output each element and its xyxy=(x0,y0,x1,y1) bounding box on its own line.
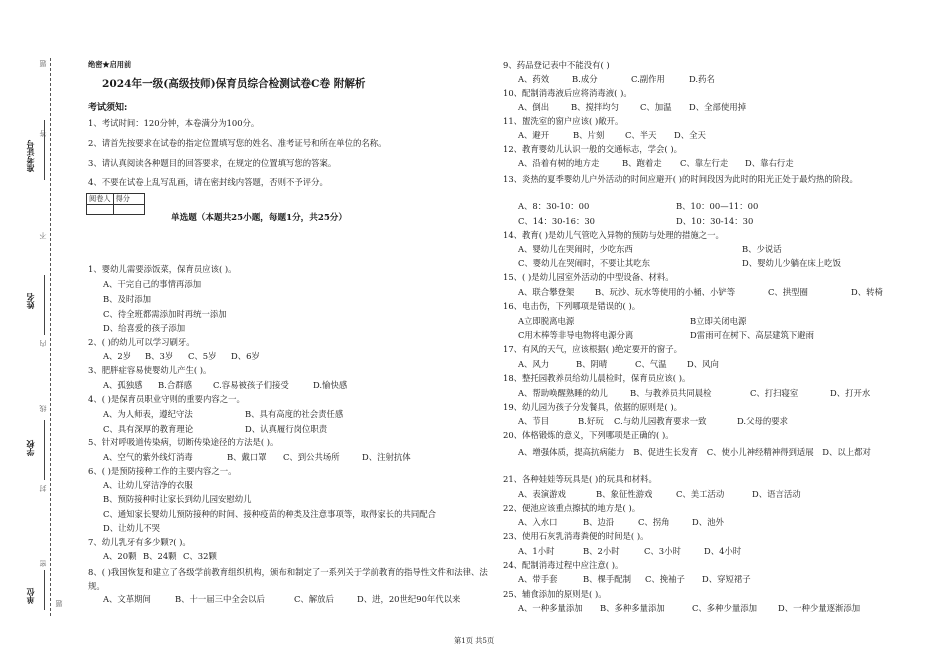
option[interactable]: A、表演游戏 xyxy=(518,489,566,499)
option[interactable]: B、象征性游戏 xyxy=(596,489,653,499)
question-stem: 21、各种娃娃等玩具是( )的玩具和材料。 xyxy=(503,474,657,484)
question-stem: 19、幼儿园为孩子分发餐具，依据的原则是( )。 xyxy=(503,402,682,412)
option[interactable]: B、片刻 xyxy=(573,130,605,140)
option[interactable]: D雷雨可在树下、高层建筑下避雨 xyxy=(690,330,814,340)
option[interactable]: B、阴晴 xyxy=(576,359,608,369)
question-stem: 12、教育婴幼儿认识一般的交通标志，学会( )。 xyxy=(503,144,682,154)
option[interactable]: B、10：00—11：00 xyxy=(676,201,759,211)
question-stem: 2、( )的幼儿可以学习刷牙。 xyxy=(88,337,195,347)
option[interactable]: C、多种少量添加 xyxy=(692,603,758,613)
question-stem: 15、( )是幼儿园室外活动的中型设备、材料。 xyxy=(503,272,674,282)
question-stem: 24、配制消毒过程中应注意( )。 xyxy=(503,560,624,570)
option[interactable]: B、棵手配制 xyxy=(583,574,632,584)
question-stem: 18、整托园教养员给幼儿晨检时，保育员应该( )。 xyxy=(503,373,691,383)
option[interactable]: C.副作用 xyxy=(631,74,665,84)
option[interactable]: B.成分 xyxy=(572,74,598,84)
option[interactable]: B、十一届三中全会以后 xyxy=(175,594,265,604)
question-stem: 6、( )是预防接种工作的主要内容之一。 xyxy=(88,466,237,476)
option[interactable]: A、1小时 xyxy=(518,546,555,556)
option[interactable]: C、靠左行走 xyxy=(680,158,729,168)
option[interactable]: B立即关闭电源 xyxy=(690,316,747,326)
option[interactable]: A、避开 xyxy=(518,130,550,140)
option[interactable]: C、通知家长婴幼儿预防接种的时间、接种疫苗的种类及注意事项等，取得家长的共同配合 xyxy=(103,509,437,519)
notice-heading: 考试须知: xyxy=(88,103,128,113)
name-line[interactable] xyxy=(44,275,45,335)
option[interactable]: D、池外 xyxy=(692,517,724,527)
option[interactable]: C、待全班都需添加时再统一添加 xyxy=(103,309,227,319)
option[interactable]: C、到公共场所 xyxy=(283,452,340,462)
option[interactable]: C、气温 xyxy=(635,359,667,369)
reviewer-header: 阅卷人 xyxy=(87,194,114,205)
page-number: 第1页 共5页 xyxy=(454,636,495,645)
score-header: 得分 xyxy=(113,194,144,205)
option[interactable]: B、促进生长发育 xyxy=(633,447,699,457)
label-unit: 单位 xyxy=(25,588,35,604)
notice-item: 1、考试时间：120分钟，本卷满分为100分。 xyxy=(88,118,260,128)
option[interactable]: B、3岁 xyxy=(145,351,174,361)
option[interactable]: A、风力 xyxy=(518,359,550,369)
option[interactable]: B、24颗 xyxy=(143,551,177,561)
option[interactable]: B、少说话 xyxy=(742,244,782,254)
question-stem: 4、( )是保育员职业守则的重要内容之一。 xyxy=(88,394,245,404)
option[interactable]: C.容易被孩子们接受 xyxy=(213,380,289,390)
notice-item: 3、请认真阅读各种题目的回答要求，在规定的位置填写您的答案。 xyxy=(88,158,337,168)
option[interactable]: A、药效 xyxy=(518,74,550,84)
option[interactable]: D、6岁 xyxy=(231,351,260,361)
question-stem: 16、电击伤，下列哪项是错误的( )。 xyxy=(503,301,641,311)
option[interactable]: C、半天 xyxy=(625,130,657,140)
option[interactable]: A、带手套 xyxy=(518,574,558,584)
option[interactable]: C、具有深厚的教育理论 xyxy=(103,424,194,434)
option[interactable]: C、拐角 xyxy=(638,517,670,527)
school-line[interactable] xyxy=(44,420,45,480)
option[interactable]: B、具有高度的社会责任感 xyxy=(245,409,344,419)
question-stem: 1、婴幼儿需要添饭菜，保育员应该( )。 xyxy=(88,264,237,274)
option[interactable]: D、语言活动 xyxy=(752,489,801,499)
secret-label: 绝密★启用前 xyxy=(88,60,132,69)
option-group xyxy=(518,445,896,459)
question-stem: 7、幼儿乳牙有多少颗?( )。 xyxy=(88,537,191,547)
question-stem: 8、( )我国恢复和建立了各级学前教育组织机构，颁布和制定了一系列关于学前教育的指导性文件和法律、法规。 xyxy=(88,567,488,591)
option[interactable]: C、解放后 xyxy=(294,594,334,604)
option[interactable]: D、认真履行岗位职责 xyxy=(245,424,328,434)
option[interactable]: B、多种多量添加 xyxy=(600,603,665,613)
question-stem: 23、使用石灰乳消毒粪便的时间是( )。 xyxy=(503,531,649,541)
option[interactable]: A、增强体质，提高抗病能力 xyxy=(518,447,625,457)
option[interactable]: A、干完自己的事情再添加 xyxy=(103,279,202,289)
option[interactable]: D、注射抗体 xyxy=(362,452,411,462)
option[interactable]: D、4小时 xyxy=(704,546,742,556)
option[interactable]: D、靠右行走 xyxy=(745,158,794,168)
option[interactable]: D、让幼儿不哭 xyxy=(103,523,160,533)
question-stem: 11、盥洗室的窗户应该( )敞开。 xyxy=(503,116,624,126)
option[interactable]: A、沿着有树的地方走 xyxy=(518,158,600,168)
option[interactable]: A、联合攀登架 xyxy=(518,287,575,297)
binding-mark: 题 xyxy=(55,600,63,607)
question-stem: 25、辅食添加的原则是( )。 xyxy=(503,589,607,599)
option[interactable]: C、打扫寝室 xyxy=(750,388,799,398)
question-stem: 5、针对呼吸道传染病，切断传染途径的方法是( )。 xyxy=(88,437,279,447)
option[interactable]: C、美工活动 xyxy=(676,489,725,499)
option[interactable]: B、跑着走 xyxy=(622,158,662,168)
option[interactable]: C、拱型圈 xyxy=(768,287,808,297)
question-stem: 13、炎热的夏季婴幼儿户外活动的时间应避开( )的时间段因为此时的阳光正处于最灼热的阶段。 xyxy=(503,174,858,184)
option[interactable]: D、进，20世纪90年代以来 xyxy=(357,594,461,604)
binding-mark: 线 xyxy=(39,405,47,412)
question-stem: 10、配制消毒液后应将消毒液( )。 xyxy=(503,88,632,98)
option[interactable]: B、搅拌均匀 xyxy=(571,102,620,112)
option[interactable]: D、风向 xyxy=(687,359,719,369)
option[interactable]: D.愉快感 xyxy=(313,380,348,390)
option[interactable]: D、穿短裙子 xyxy=(702,574,751,584)
notice-item: 4、不要在试卷上乱写乱画，请在密封线内答题，否则不予评分。 xyxy=(88,177,328,187)
option[interactable]: B、预防接种时让家长到幼儿园安慰幼儿 xyxy=(103,494,252,504)
binding-line xyxy=(50,58,51,616)
option[interactable]: A、倒出 xyxy=(518,102,550,112)
option[interactable]: B.好玩 xyxy=(578,416,604,426)
option[interactable]: A、20颗 xyxy=(103,551,137,561)
option[interactable]: D、以上都对 xyxy=(822,447,871,457)
option[interactable]: C、32颗 xyxy=(183,551,217,561)
option[interactable]: D、转椅 xyxy=(851,287,883,297)
option[interactable]: B、及时添加 xyxy=(103,294,152,304)
binding-mark: 题 xyxy=(39,60,47,67)
option[interactable]: A、让幼儿穿洁净的衣服 xyxy=(103,480,193,490)
option[interactable]: C用木棒等非导电物将电源分离 xyxy=(518,330,634,340)
unit-line[interactable] xyxy=(44,570,45,610)
option[interactable]: C、使小儿神经精神得到适展 xyxy=(706,447,814,457)
option[interactable]: A、8：30-10：00 xyxy=(518,201,590,211)
option[interactable]: C、加温 xyxy=(640,102,672,112)
question-stem: 14、教育( )是幼儿气管吃入异物的预防与处理的措施之一。 xyxy=(503,230,724,240)
option[interactable]: A、帮助唤醒熟睡的幼儿 xyxy=(518,388,608,398)
option[interactable]: B、2小时 xyxy=(583,546,620,556)
option[interactable]: D、打开水 xyxy=(830,388,871,398)
score-table xyxy=(86,193,145,215)
option[interactable]: B.合群感 xyxy=(158,380,192,390)
option[interactable]: C、3小时 xyxy=(644,546,681,556)
notice-item: 2、请首先按要求在试卷的指定位置填写您的姓名、准考证号和所在单位的名称。 xyxy=(88,138,387,148)
question-stem: 22、便池应该重点擦拭的地方是( )。 xyxy=(503,503,641,513)
question-stem: 3、肥胖症容易使婴幼儿产生( )。 xyxy=(88,365,212,375)
reviewer-cell[interactable] xyxy=(87,205,114,215)
binding-mark: 答 xyxy=(39,130,47,137)
option[interactable]: C、5岁 xyxy=(188,351,217,361)
option[interactable]: D.父母的要求 xyxy=(737,416,788,426)
option[interactable]: D、全部使用掉 xyxy=(689,102,746,112)
page-title: 2024年一级(高级技师)保育员综合检测试卷C卷 附解析 xyxy=(102,78,366,90)
binding-mark: 内 xyxy=(39,340,47,347)
option[interactable]: A、婴幼儿在哭闹时，少吃东西 xyxy=(518,244,633,254)
option[interactable]: B、戴口罩 xyxy=(227,452,267,462)
option[interactable]: C、14：30-16：30 xyxy=(518,216,595,226)
binding-mark: 密 xyxy=(39,560,47,567)
option[interactable]: D、全天 xyxy=(674,130,706,140)
section-title: 单选题（本题共25小题，每题1分，共25分） xyxy=(171,213,347,223)
admission-number-line[interactable] xyxy=(44,120,45,180)
option[interactable]: B、与教养员共同晨检 xyxy=(630,388,712,398)
label-school: 学校 xyxy=(25,440,35,456)
binding-mark: 封 xyxy=(39,485,47,492)
option[interactable]: D、10：30-14：30 xyxy=(676,216,754,226)
option[interactable]: D、给喜爱的孩子添加 xyxy=(103,323,186,333)
option[interactable]: B、玩沙、玩水等使用的小桶、小铲等 xyxy=(595,287,736,297)
option[interactable]: A、为人师表，遵纪守法 xyxy=(103,409,193,419)
option[interactable]: D、婴幼儿少躺在床上吃饭 xyxy=(742,258,841,268)
option[interactable]: B、边沿 xyxy=(583,517,615,527)
option[interactable]: A、2岁 xyxy=(103,351,132,361)
option[interactable]: A、孤独感 xyxy=(103,380,143,390)
binding-mark: 不 xyxy=(39,232,47,239)
option[interactable]: A、节目 xyxy=(518,416,550,426)
option[interactable]: D.药名 xyxy=(689,74,715,84)
score-cell[interactable] xyxy=(113,205,144,215)
option[interactable]: C.与幼儿园教育要求一致 xyxy=(614,416,707,426)
label-admission-number: 准考证号 xyxy=(25,140,35,172)
option[interactable]: A、入水口 xyxy=(518,517,558,527)
option[interactable]: A立即脱离电源 xyxy=(518,316,575,326)
option[interactable]: C、挽袖子 xyxy=(645,574,685,584)
option[interactable]: D、一种少量逐渐添加 xyxy=(778,603,861,613)
option[interactable]: C、婴幼儿在哭闹时，不要让其吃东 xyxy=(518,258,651,268)
option[interactable]: A、空气的紫外线灯消毒 xyxy=(103,452,193,462)
question-stem: 20、体格锻炼的意义，下列哪项是正确的( )。 xyxy=(503,430,674,440)
label-name: 姓名 xyxy=(25,293,35,309)
question-stem: 9、药品登记表中不能没有( ) xyxy=(503,60,610,70)
question-stem: 17、有风的天气，应该根据( )绝定要开的窗子。 xyxy=(503,344,682,354)
option[interactable]: A、一种多量添加 xyxy=(518,603,583,613)
option[interactable]: A、文革期间 xyxy=(103,594,151,604)
